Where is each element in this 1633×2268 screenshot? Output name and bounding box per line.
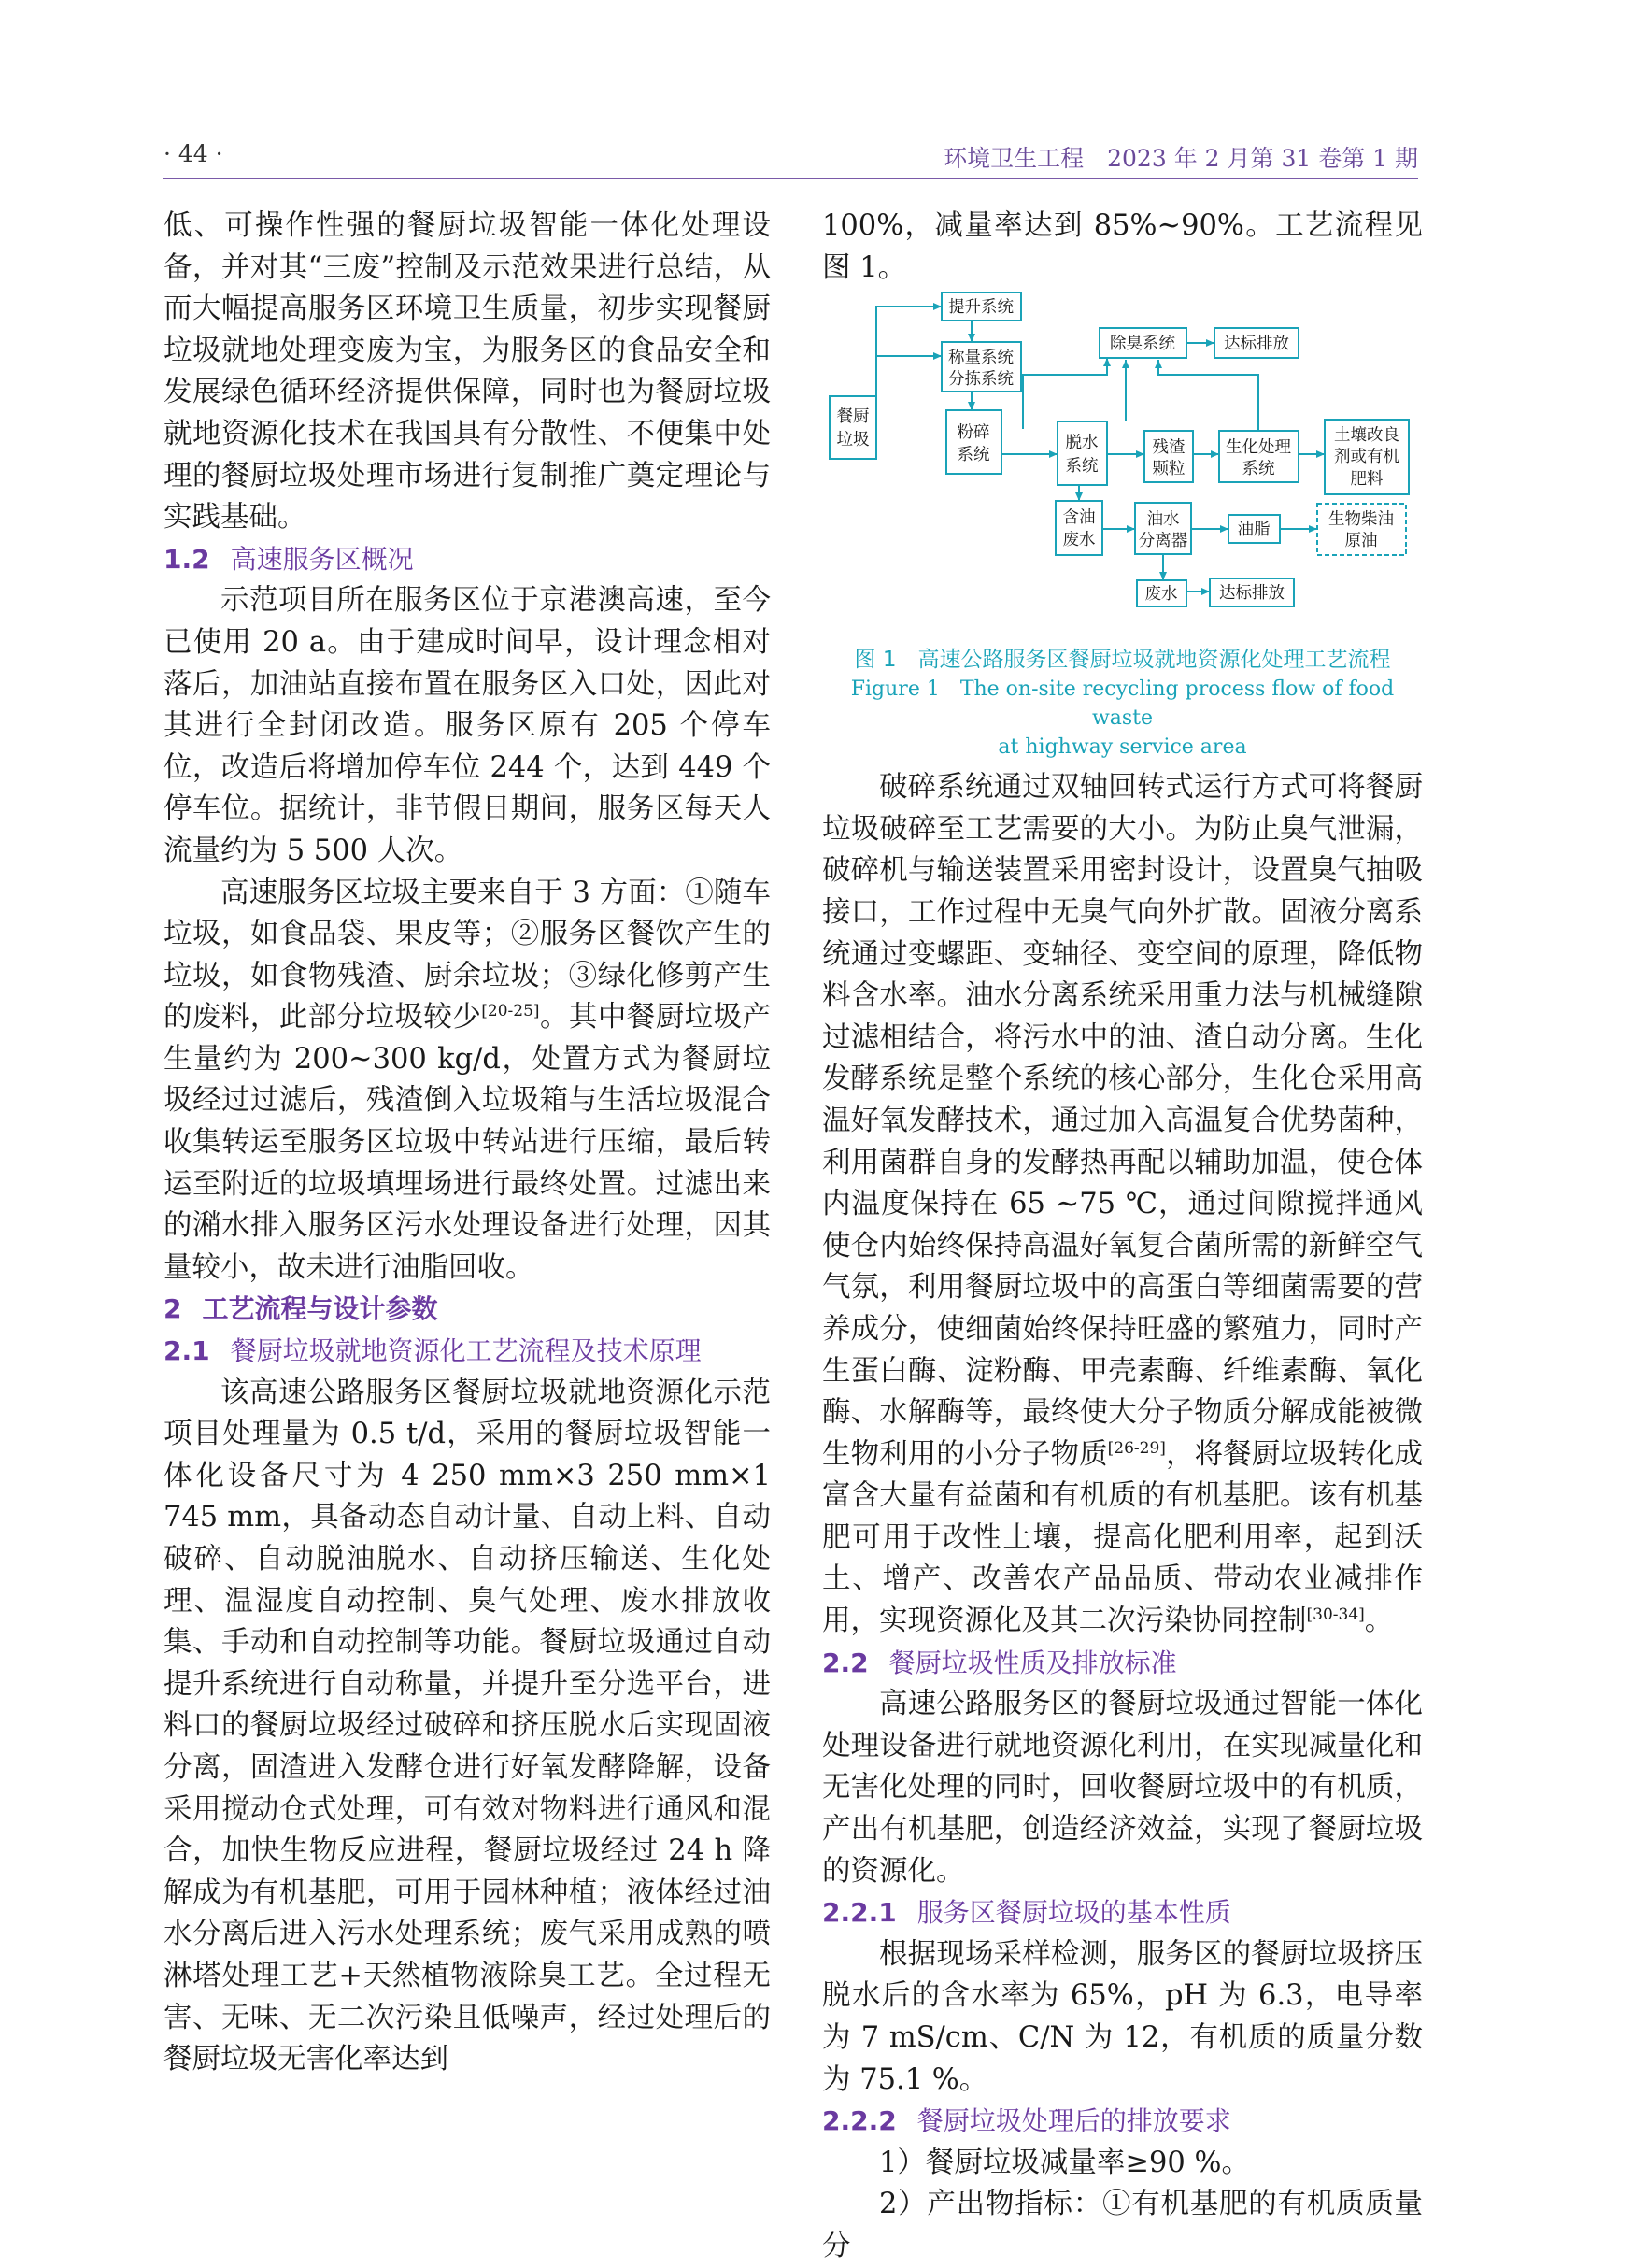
section-title: 餐厨垃圾性质及排放标准 [888,1647,1177,1678]
section-number: 1.2 [163,543,210,575]
section-heading-1-2 [163,539,771,581]
label: 含油 [1062,508,1096,528]
section-title: 高速服务区概况 [230,543,414,575]
label: 达标排放 [1219,584,1285,604]
label: 称量系统 [948,349,1014,368]
text-run: 破碎系统通过双轴回转式运行方式可将餐厨垃圾破碎至工艺需要的大小。为防止臭气泄漏，破碎机与输送装置采用密封设计，设置臭气抽吸接口，工作过程中无臭气向外扩散。固液分离系统通过变螺距、变轴径、变空间的原理，降低物料含水率。油水分离系统采用重力法与机械缝隙过滤相结合，将污水中的油、渣自动分离。生化发酵系统是整个系统的核心部分，生化仓采用高温好氧发酵技术，通过加入高温复合优势菌种，利用菌群自身的发酵热再配以辅助加温，使仓体内温度保持在 65 ~75 ℃，通过间隙搅拌通风使仓内始终保持高温好氧复合菌所需的新鲜空气气氛，利用餐厨垃圾中的高蛋白等细菌需要的营养成分，使细菌始终保持旺盛的繁殖力，同时产生蛋白酶、淀粉酶、甲壳素酶、纤维素酶、氧化酶、水解酶等，最终使大分子物质分解成能被微生物利用的小分子物质 [822,771,1423,1471]
label: 粉碎 [957,423,990,443]
label: 原油 [1344,532,1378,551]
label: 生物柴油 [1328,510,1394,530]
label: 垃圾 [836,431,870,450]
label: 餐厨 [836,407,870,427]
figure-caption-en [822,675,1423,762]
text-run: 高速服务区垃圾主要来自于 3 方面：①随车垃圾，如食品袋、果皮等；②服务区餐饮产生的垃圾，如食物残渣、厨余垃圾；③绿化修剪产生的废料，此部分垃圾较少 [163,876,771,1034]
paragraph: 示范项目所在服务区位于京港澳高速，至今已使用 20 a。由于建成时间早，设计理念相对落后，加油站直接布置在服务区入口处，因此对其进行全封闭改造。服务区原有 205 个停车位，改造后将增加停车位 244 个，达到 449 个停车位。据统计，非节假日期间，服务区每天人流量约为 5 500 人次。 [163,584,771,867]
label: 分拣系统 [948,370,1014,390]
header-rule [163,178,1418,179]
figure-1-flowchart [822,291,1423,646]
citation: [20-25] [481,1002,540,1021]
label: 油脂 [1237,521,1271,540]
section-number: 2.2 [822,1647,869,1678]
paragraph [822,767,1423,1642]
flowchart-svg [822,291,1423,646]
text-run: ，将餐厨垃圾转化成富含大量有益菌和有机质的有机基肥。该有机基肥可用于改性土壤，提高化肥利用率，起到沃土、增产、改善农产品品质、带动农业减排作用，实现资源化及其二次污染协同控制 [822,1437,1424,1638]
section-heading-2-1 [163,1331,771,1373]
left-column [163,206,771,2081]
label: 颗粒 [1152,460,1186,479]
section-heading-2-2 [822,1643,1423,1685]
label: 剂或有机 [1334,448,1399,467]
right-column [822,206,1423,2268]
list-item: 1）餐厨垃圾减量率≥90 %。 [879,2146,1250,2179]
section-number: 2.2.2 [822,2105,897,2137]
section-heading-2-2-1 [822,1892,1423,1934]
paragraph: 100%，减量率达到 85%~90%。工艺流程见图 1。 [822,209,1423,284]
figure-caption-cn: 图 1 高速公路服务区餐厨垃圾就地资源化处理工艺流程 [854,648,1391,673]
label: 肥料 [1350,470,1384,490]
journal-info: 环境卫生工程 2023 年 2 月第 31 卷第 1 期 [944,145,1418,172]
citation: [26-29] [1107,1438,1166,1458]
label: 废水 [1062,531,1096,550]
arrow [1158,360,1258,431]
label: 废水 [1144,585,1178,605]
section-heading-2 [163,1289,771,1331]
section-title: 服务区餐厨垃圾的基本性质 [916,1897,1231,1929]
paragraph: 低、可操作性强的餐厨垃圾智能一体化处理设备，并对其“三废”控制及示范效果进行总结，从而大幅提高服务区环境卫生质量，初步实现餐厨垃圾就地处理变废为宝，为服务区的食品安全和发展绿色循环经济提供保障，同时也为餐厨垃圾就地资源化技术在我国具有分散性、不便集中处理的餐厨垃圾处理市场进行复制推广奠定理论与实践基础。 [163,209,771,535]
label: 系统 [957,446,990,465]
label: 脱水 [1065,434,1099,453]
label: 除臭系统 [1110,335,1175,354]
list-item: 2）产出物指标：①有机基肥的有机质质量分 [822,2188,1423,2262]
section-number: 2 [163,1293,182,1325]
paragraph: 该高速公路服务区餐厨垃圾就地资源化示范项目处理量为 0.5 t/d，采用的餐厨垃圾智能一体化设备尺寸为 4 250 mm×3 250 mm×1 745 mm，具备动态自动计量、自动上料、自动破碎、自动脱油脱水、自动挤压输送、生化处理、温湿度自动控制、臭气处理、废水排放收集、手动和自动控制等功能。餐厨垃圾通过自动提升系统进行自动称量，并提升至分选平台，进料口的餐厨垃圾经过破碎和挤压脱水后实现固液分离，固渣进入发酵仓进行好氧发酵降解，设备采用搅动仓式处理，可有效对物料进行通风和混合，加快生物反应进程，餐厨垃圾经过 24 h 降解成为有机基肥，可用于园林种植；液体经过油水分离后进入污水处理系统；废气采用成熟的喷淋塔处理工艺+天然植物液除臭工艺。全过程无害、无味、无二次污染且低噪声，经过处理后的餐厨垃圾无害化率达到 [163,1376,771,2076]
label: 残渣 [1152,438,1186,458]
page-number: · 44 · [163,140,223,167]
label: 油水 [1146,510,1180,530]
text-run: 。其中餐厨垃圾产生量约为 200~300 kg/d，处置方式为餐厨垃圾经过过滤后，残渣倒入垃圾箱与生活垃圾混合收集转运至服务区垃圾中转站进行压缩，最后转运至附近的垃圾填埋场进行最终处置。过滤出来的潲水排入服务区污水处理设备进行处理，因其量较小，故未进行油脂回收。 [163,1001,772,1284]
label: 提升系统 [948,298,1014,318]
text-run: 。 [1364,1605,1394,1638]
section-title: 工艺流程与设计参数 [202,1293,438,1325]
caption-line: Figure 1 The on-site recycling process flow of food waste [850,678,1395,731]
section-number: 2.1 [163,1335,210,1367]
paragraph [163,873,771,1290]
arrow [876,307,942,396]
label: 系统 [1065,457,1099,477]
section-heading-2-2-2 [822,2101,1423,2143]
arrow [1023,358,1107,429]
section-title: 餐厨垃圾处理后的排放要求 [916,2105,1231,2137]
caption-line: at highway service area [998,735,1247,760]
label: 生化处理 [1226,438,1291,458]
label: 分离器 [1138,532,1188,551]
label: 系统 [1242,460,1275,479]
paragraph: 根据现场采样检测，服务区的餐厨垃圾挤压脱水后的含水率为 65%，pH 为 6.3，电导率为 7 mS/cm、C/N 为 12，有机质的质量分数为 75.1 %。 [822,1937,1423,2096]
label: 达标排放 [1224,335,1289,354]
citation: [30-34] [1306,1605,1365,1624]
section-number: 2.2.1 [822,1897,897,1929]
paragraph: 高速公路服务区的餐厨垃圾通过智能一体化处理设备进行就地资源化利用，在实现减量化和无害化处理的同时，回收餐厨垃圾中的有机质，产出有机基肥，创造经济效益，实现了餐厨垃圾的资源化。 [822,1688,1423,1888]
label: 土壤改良 [1334,426,1399,446]
section-title: 餐厨垃圾就地资源化工艺流程及技术原理 [230,1335,702,1367]
